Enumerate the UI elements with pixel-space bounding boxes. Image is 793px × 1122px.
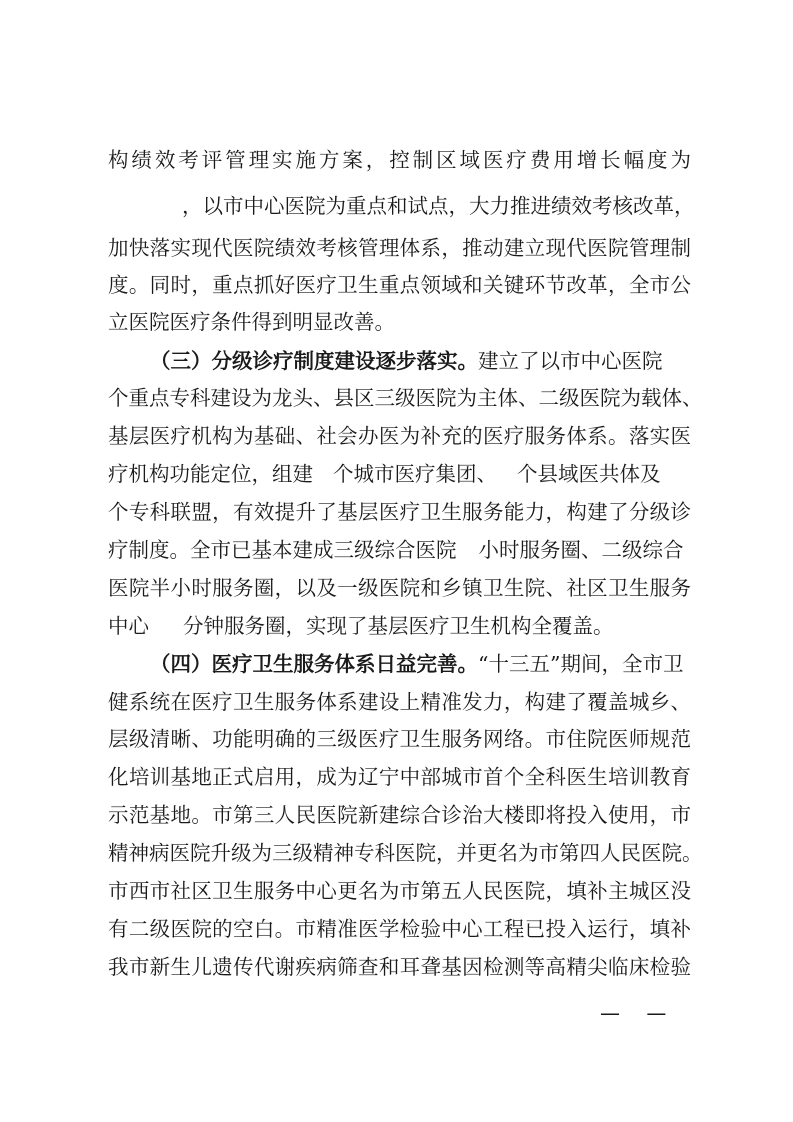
line-text: 医院半小时服务圈，以及一级医院和乡镇卫生院、社区卫生服务 [108, 576, 691, 600]
line-text: 市西市社区卫生服务中心更名为市第五人民医院，填补主城区没 [108, 879, 691, 903]
body-line-20 [108, 873, 691, 909]
line-text: 加快落实现代医院绩效考核管理体系，推动建立现代医院管理制 [108, 236, 691, 260]
body-line-13 [108, 608, 691, 644]
line-text: “十三五”期间，全市卫 [478, 652, 684, 676]
body-line-11 [108, 532, 691, 568]
body-line-1 [108, 142, 691, 178]
line-text: 立医院医疗条件得到明显改善。 [108, 310, 395, 334]
body-line-10 [108, 494, 691, 530]
line-text: 中心 [108, 614, 149, 638]
line-text: 精神病医院升级为三级精神专科医院，并更名为市第四人民医院。 [108, 841, 703, 865]
body-line-16 [108, 721, 691, 757]
section-3-heading-line [150, 343, 691, 379]
line-text: 个重点专科建设为龙头、县区三级医院为主体、二级医院为载体、 [108, 386, 703, 410]
line-text: 个城市医疗集团、 [333, 462, 497, 486]
line-text: 疗机构功能定位，组建 [108, 462, 313, 486]
body-line-5 [108, 304, 691, 340]
body-line-8 [108, 418, 691, 454]
line-text: 构绩效考评管理实施方案，控制区域医疗费用增长幅度为 [108, 148, 691, 172]
body-line-17 [108, 759, 691, 795]
section-4-heading-line [150, 646, 691, 682]
line-text: 层级清晰、功能明确的三级医疗卫生服务网络。市住院医师规范 [108, 727, 691, 751]
line-text: 健系统在医疗卫生服务体系建设上精准发力，构建了覆盖城乡、 [108, 690, 691, 714]
body-line-9 [108, 456, 691, 492]
line-text: 小时服务圈、二级综合 [478, 538, 684, 562]
line-text: 示范基地。市第三人民医院新建综合诊治大楼即将投入使用，市 [108, 803, 691, 827]
body-line-2 [182, 188, 695, 224]
body-line-7 [108, 380, 703, 416]
line-text: 疗制度。全市已基本建成三级综合医院 [108, 538, 457, 562]
section-heading: （四）医疗卫生服务体系日益完善。 [150, 652, 478, 676]
line-text: 有二级医院的空白。市精准医学检验中心工程已投入运行，填补 [108, 917, 691, 941]
page-number-marker: — — [600, 1001, 677, 1025]
line-text: ，以市中心医院为重点和试点，大力推进绩效考核改革， [182, 194, 695, 218]
body-line-19 [108, 835, 703, 871]
line-text: 化培训基地正式启用，成为辽宁中部城市首个全科医生培训教育 [108, 765, 691, 789]
body-line-21 [108, 911, 691, 947]
body-line-18 [108, 797, 691, 833]
body-line-12 [108, 570, 691, 606]
line-text: 个专科联盟，有效提升了基层医疗卫生服务能力，构建了分级诊 [108, 500, 691, 524]
line-text: 建立了以市中心医院 [478, 349, 663, 373]
line-text: 分钟服务圈，实现了基层医疗卫生机构全覆盖。 [183, 614, 614, 638]
body-line-22 [108, 949, 691, 985]
body-line-3 [108, 230, 691, 266]
body-line-15 [108, 684, 691, 720]
line-text: 个县域医共体及 [517, 462, 661, 486]
line-text: 度。同时，重点抓好医疗卫生重点领域和关键环节改革，全市公 [108, 273, 691, 297]
line-text: 我市新生儿遗传代谢疾病筛查和耳聋基因检测等高精尖临床检验 [108, 955, 691, 979]
body-line-4 [108, 267, 691, 303]
section-heading: （三）分级诊疗制度建设逐步落实。 [150, 349, 478, 373]
line-text: 基层医疗机构为基础、社会办医为补充的医疗服务体系。落实医 [108, 424, 691, 448]
